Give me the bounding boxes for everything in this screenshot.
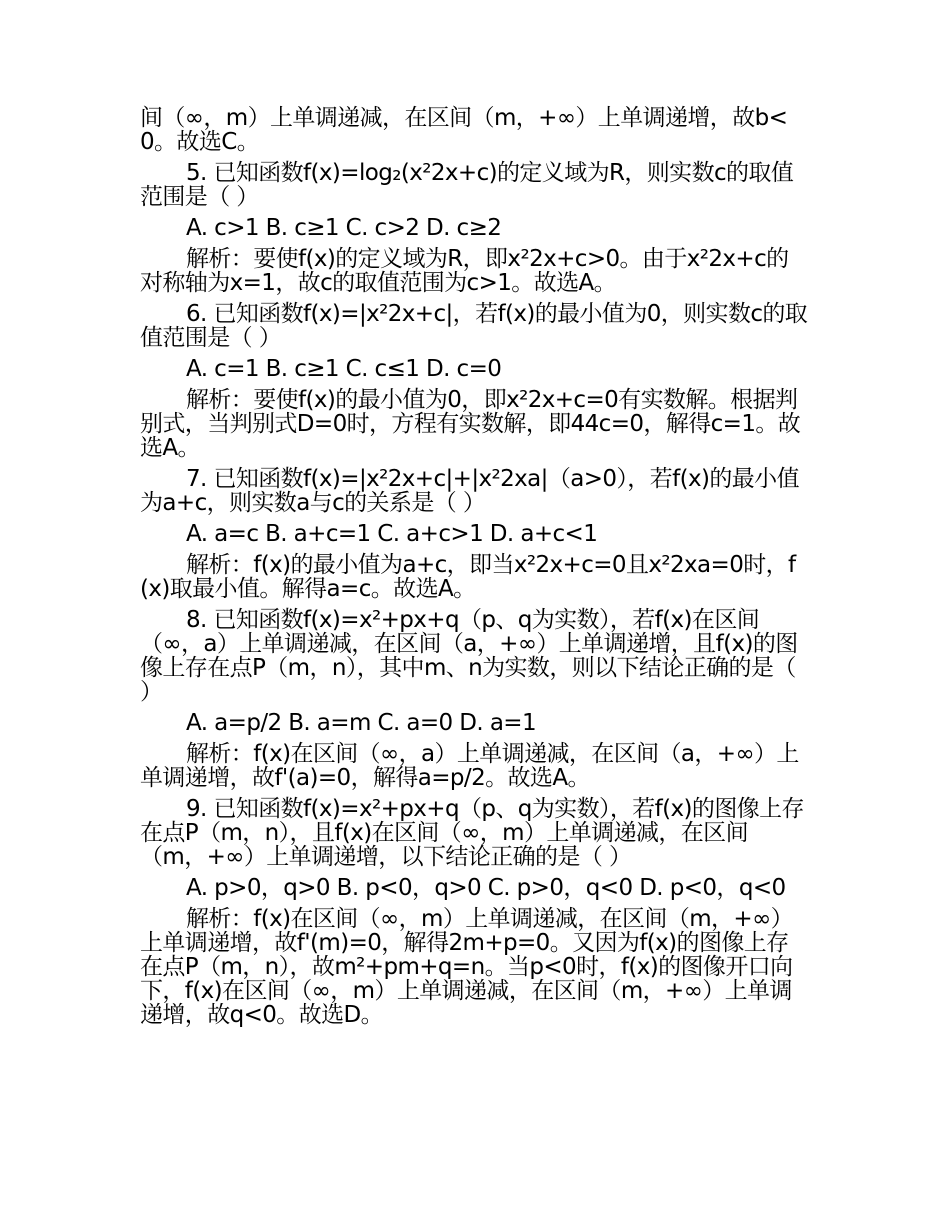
question-7-options: A. a=c B. a+c=1 C. a+c>1 D. a+c<1 xyxy=(186,521,598,547)
question-9-solution: 解析：f(x)在区间（∞，m）上单调递减，在区间（m，+∞）上单调递增，故f'(m)=0，解得2m+p=0。又因为f(x)的图像上存在点P（m，n），故m²+pm+q=n。当p<0时，f(x)的图像开口向下，f(x)在区间（∞，m）上单调递减，在区间（m，+∞）上单调递增，故q<0。故选D。 xyxy=(140,906,794,1028)
paragraph-continuation: 间（∞，m）上单调递减，在区间（m，+∞）上单调递增，故b<0。故选C。 xyxy=(140,105,788,155)
question-5-solution: 解析：要使f(x)的定义域为R，即x²2x+c>0。由于x²2x+c的对称轴为x=1，故c的取值范围为c>1。故选A。 xyxy=(140,246,789,296)
question-6-options: A. c=1 B. c≥1 C. c≤1 D. c=0 xyxy=(186,356,502,382)
question-5-options: A. c>1 B. c≥1 C. c>2 D. c≥2 xyxy=(186,215,502,241)
question-6: 6. 已知函数f(x)=|x²2x+c|，若f(x)的最小值为0，则实数c的取值范围是（ ） xyxy=(140,301,808,351)
question-8: 8. 已知函数f(x)=x²+px+q（p、q为实数），若f(x)在区间（∞，a）上单调递减，在区间（a，+∞）上单调递增，且f(x)的图像上存在点P（m，n），其中m、n为实数，则以下结论正确的是（ ） xyxy=(140,607,798,705)
question-7-solution: 解析：f(x)的最小值为a+c，即当x²2x+c=0且x²2xa=0时，f(x)取最小值。解得a=c。故选A。 xyxy=(140,552,796,602)
question-7: 7. 已知函数f(x)=|x²2x+c|+|x²2xa|（a>0），若f(x)的最小值为a+c，则实数a与c的关系是（ ） xyxy=(140,466,799,516)
document-page xyxy=(140,106,808,1034)
question-5: 5. 已知函数f(x)=log₂(x²2x+c)的定义域为R，则实数c的取值范围是（ ） xyxy=(140,160,794,210)
question-6-solution: 解析：要使f(x)的最小值为0，即x²2x+c=0有实数解。根据判别式，当判别式D=0时，方程有实数解，即44c=0，解得c=1。故选A。 xyxy=(140,387,801,461)
question-9-options: A. p>0，q>0 B. p<0，q>0 C. p>0，q<0 D. p<0，q<0 xyxy=(186,875,786,901)
question-8-options: A. a=p/2 B. a=m C. a=0 D. a=1 xyxy=(186,710,537,736)
question-9: 9. 已知函数f(x)=x²+px+q（p、q为实数），若f(x)的图像上存在点P（m，n），且f(x)在区间（∞，m）上单调递减，在区间（m，+∞）上单调递增，以下结论正确的是（ ） xyxy=(140,796,804,870)
question-8-solution: 解析：f(x)在区间（∞，a）上单调递减，在区间（a，+∞）上单调递增，故f'(a)=0，解得a=p/2。故选A。 xyxy=(140,741,799,791)
